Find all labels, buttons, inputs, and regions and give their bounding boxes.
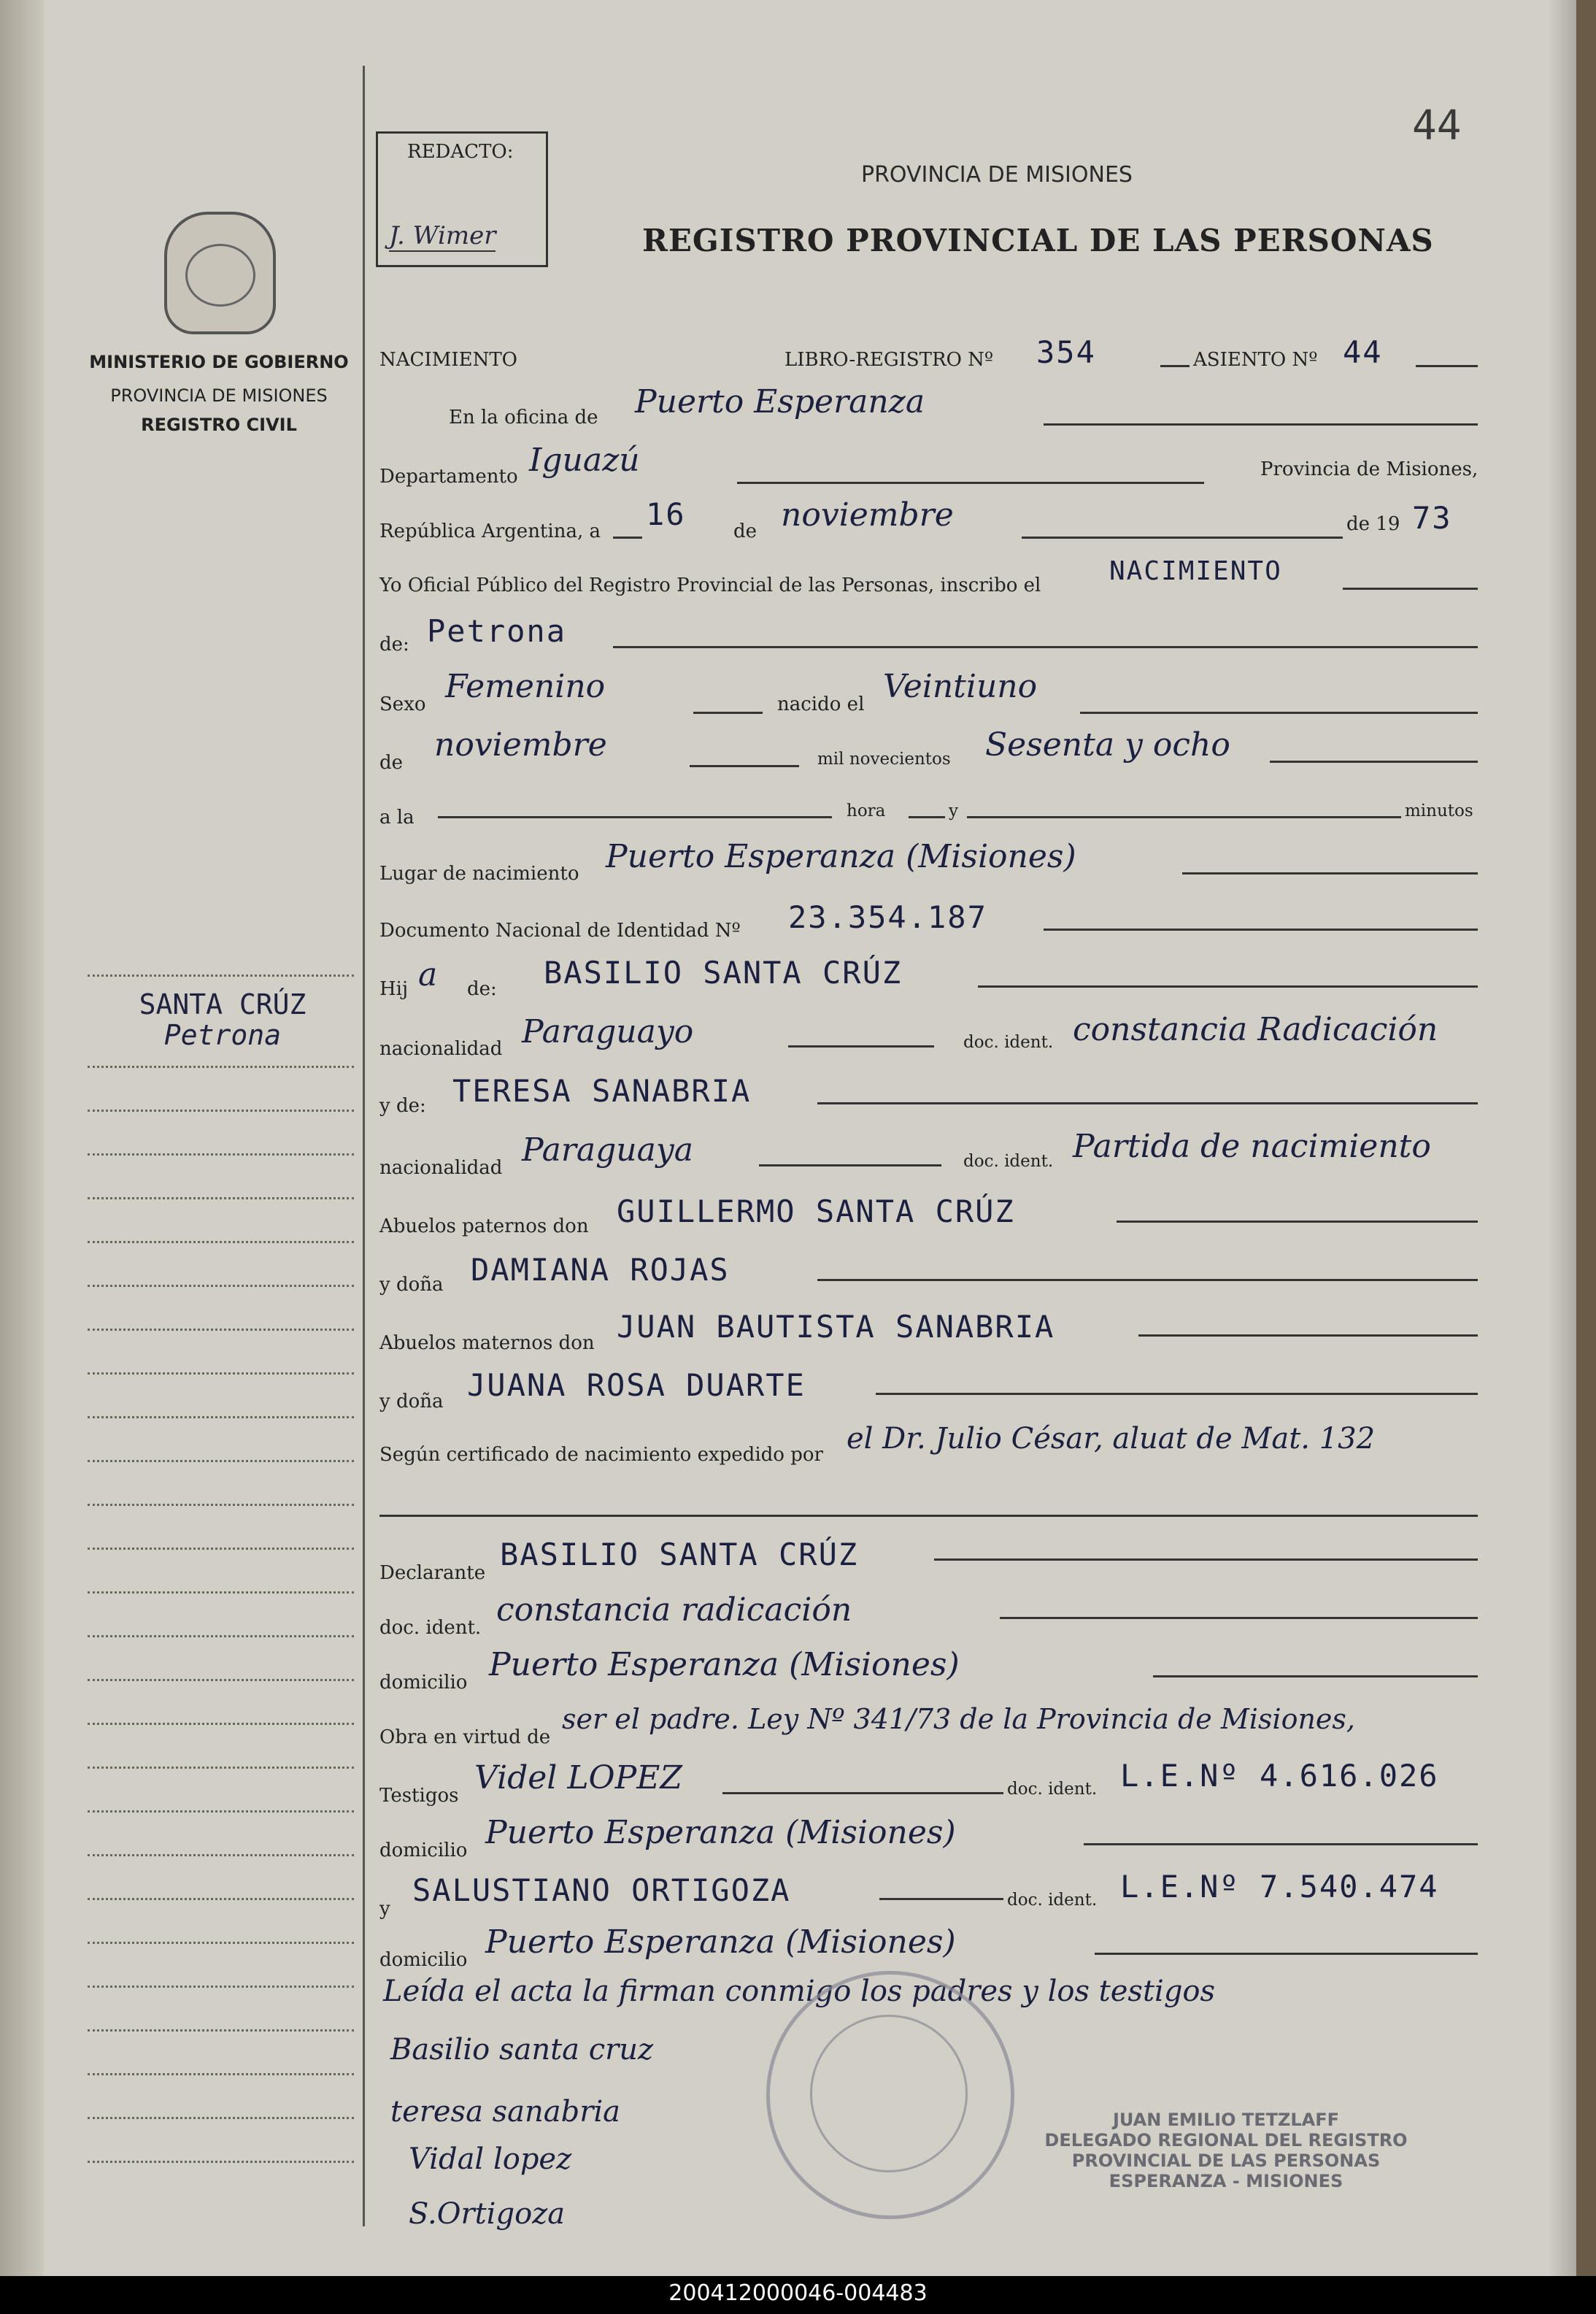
oficina-label: En la oficina de xyxy=(449,407,598,428)
margin-dotted-line xyxy=(88,1372,354,1375)
rule xyxy=(1117,1221,1478,1223)
rule xyxy=(817,1102,1478,1104)
rule xyxy=(1044,423,1478,426)
republica-label: República Argentina, a xyxy=(379,520,601,542)
departamento-value: Iguazú xyxy=(529,442,640,479)
registry-title: REGISTRO PROVINCIAL DE LAS PERSONAS xyxy=(642,223,1434,258)
nac-mes-value: noviembre xyxy=(434,726,607,764)
madre-doc-value: Partida de nacimiento xyxy=(1073,1128,1431,1165)
margin-dotted-line xyxy=(88,2029,354,2032)
rule xyxy=(1095,1953,1478,1955)
y-testigo-label: y xyxy=(379,1898,390,1920)
rule xyxy=(1138,1334,1478,1337)
decl-dom-value: Puerto Esperanza (Misiones) xyxy=(489,1646,960,1683)
margin-dotted-line xyxy=(88,1197,354,1199)
margin-dotted-line xyxy=(88,1635,354,1637)
nacido-label: nacido el xyxy=(777,693,865,715)
rule xyxy=(788,1045,934,1048)
asiento-label: ASIENTO Nº xyxy=(1193,349,1318,371)
ministry-line2: PROVINCIA DE MISIONES xyxy=(110,385,328,406)
abuela-pat-value: DAMIANA ROJAS xyxy=(471,1252,730,1288)
rule xyxy=(1160,365,1190,367)
t1-domicilio-label: domicilio xyxy=(379,1840,468,1861)
rule xyxy=(876,1393,1478,1395)
segun-label: Según certificado de nacimiento expedido por xyxy=(379,1444,823,1466)
rule xyxy=(909,816,945,818)
official-block xyxy=(1036,2110,1416,2191)
margin-dotted-line xyxy=(88,1942,354,1944)
rule xyxy=(438,816,832,818)
margin-dotted-line xyxy=(88,1329,354,1331)
hij-suffix: a xyxy=(418,956,438,993)
rule xyxy=(1000,1617,1478,1619)
padre-nacionalidad-label: nacionalidad xyxy=(379,1038,503,1060)
rule xyxy=(879,1898,1003,1900)
government-seal xyxy=(164,212,276,334)
signature-father: Basilio santa cruz xyxy=(390,2033,654,2067)
official-name: JUAN EMILIO TETZLAFF xyxy=(1112,2110,1340,2130)
ministry-line3: REGISTRO CIVIL xyxy=(141,415,297,435)
rule xyxy=(1416,365,1478,367)
t2-doc-value: L.E.Nº 7.540.474 xyxy=(1120,1869,1439,1904)
lugar-value: Puerto Esperanza (Misiones) xyxy=(606,838,1076,875)
margin-dotted-line xyxy=(88,1548,354,1550)
margin-dotted-line xyxy=(88,1285,354,1287)
signature-witness1: Vidal lopez xyxy=(409,2142,572,2176)
hora-label: hora xyxy=(847,802,886,820)
margin-dotted-line xyxy=(88,1153,354,1156)
margin-dotted-line xyxy=(88,975,354,977)
province-header: PROVINCIA DE MISIONES xyxy=(861,162,1133,188)
y-de-label: y de: xyxy=(379,1095,426,1117)
margin-dotted-line xyxy=(88,1854,354,1856)
margin-dotted-line xyxy=(88,2117,354,2119)
segun-value: el Dr. Julio César, aluat de Mat. 132 xyxy=(847,1422,1376,1456)
margin-dotted-line xyxy=(88,2161,354,2163)
rule xyxy=(1080,712,1478,714)
decl-domicilio-label: domicilio xyxy=(379,1672,468,1694)
margin-dotted-line xyxy=(88,1241,354,1243)
dni-label: Documento Nacional de Identidad Nº xyxy=(379,920,741,942)
rule xyxy=(759,1164,941,1166)
padre-docident-label: doc. ident. xyxy=(963,1033,1054,1052)
rule xyxy=(722,1792,1003,1794)
rule xyxy=(978,985,1478,988)
de-mes-label: de xyxy=(379,752,404,774)
testigo2-value: SALUSTIANO ORTIGOZA xyxy=(412,1872,791,1908)
rule xyxy=(737,482,1204,484)
mes-value: noviembre xyxy=(781,496,954,534)
margin-dotted-line xyxy=(88,1460,354,1462)
yo-oficial-text: Yo Oficial Público del Registro Provincial de las Personas, inscribo el xyxy=(379,574,1041,596)
padre-value: BASILIO SANTA CRÚZ xyxy=(544,955,903,991)
rule xyxy=(967,816,1401,818)
a-la-label: a la xyxy=(379,807,415,829)
rule xyxy=(1084,1843,1478,1845)
hij-de-label: de: xyxy=(467,978,497,1000)
padre-nac-value: Paraguayo xyxy=(522,1013,694,1050)
t2-dom-value: Puerto Esperanza (Misiones) xyxy=(485,1923,956,1961)
t1-doc-value: L.E.Nº 4.616.026 xyxy=(1120,1758,1439,1794)
rule xyxy=(934,1558,1478,1561)
redacto-label: REDACTO: xyxy=(407,141,514,163)
margin-dotted-line xyxy=(88,1723,354,1725)
rule xyxy=(379,1515,1478,1517)
abuelos-maternos-label: Abuelos maternos don xyxy=(379,1332,595,1354)
redacto-value: J. Wimer xyxy=(389,221,496,250)
margin-note xyxy=(88,989,358,1050)
margin-given: Petrona xyxy=(163,1019,282,1051)
y-dona-label: y doña xyxy=(379,1274,444,1296)
minutos-label: minutos xyxy=(1405,802,1473,820)
rule xyxy=(1182,872,1478,875)
margin-dotted-line xyxy=(88,1066,354,1068)
de-label: de xyxy=(733,520,757,542)
madre-nacionalidad-label: nacionalidad xyxy=(379,1157,503,1179)
margin-divider xyxy=(363,66,365,2226)
margin-dotted-line xyxy=(88,2073,354,2075)
rule xyxy=(613,646,1478,648)
abuelo-pat-value: GUILLERMO SANTA CRÚZ xyxy=(617,1193,1015,1229)
signature-mother: teresa sanabria xyxy=(390,2095,620,2129)
page-number: 44 xyxy=(1412,102,1462,150)
libro-label: LIBRO-REGISTRO Nº xyxy=(784,349,994,371)
testigo1-value: Videl LOPEZ xyxy=(474,1759,682,1796)
leida-text: Leída el acta la firman conmigo los padres y los testigos xyxy=(383,1975,1216,2008)
ministry-line1: MINISTERIO DE GOBIERNO xyxy=(89,352,349,372)
anio-value: 73 xyxy=(1412,500,1452,536)
lugar-label: Lugar de nacimiento xyxy=(379,863,579,885)
decl-docident-label: doc. ident. xyxy=(379,1617,482,1639)
margin-dotted-line xyxy=(88,1679,354,1681)
margin-dotted-line xyxy=(88,1986,354,1988)
t1-dom-value: Puerto Esperanza (Misiones) xyxy=(485,1814,956,1851)
de-persona-label: de: xyxy=(379,634,409,656)
abuela-mat-value: JUANA ROSA DUARTE xyxy=(467,1367,806,1403)
y-dona-mat-label: y doña xyxy=(379,1391,444,1412)
margin-dotted-line xyxy=(88,1416,354,1418)
binding-gutter xyxy=(0,0,44,2276)
sexo-label: Sexo xyxy=(379,693,426,715)
y-label: y xyxy=(949,802,958,820)
margin-surname: SANTA CRÚZ xyxy=(139,988,307,1020)
abuelos-paternos-label: Abuelos paternos don xyxy=(379,1215,589,1237)
persona-value: Petrona xyxy=(427,613,567,649)
testigos-label: Testigos xyxy=(379,1785,459,1807)
sexo-value: Femenino xyxy=(445,668,606,705)
dni-value: 23.354.187 xyxy=(788,899,987,935)
official-stamp xyxy=(766,1971,1014,2219)
redacto-box xyxy=(376,131,548,267)
margin-dotted-line xyxy=(88,1810,354,1813)
rule xyxy=(817,1279,1478,1281)
margin-dotted-line xyxy=(88,1110,354,1112)
rule xyxy=(613,537,642,539)
dia-value: 16 xyxy=(646,496,686,532)
padre-doc-value: constancia Radicación xyxy=(1073,1011,1438,1048)
nacido-value: Veintiuno xyxy=(883,668,1038,705)
asiento-value: 44 xyxy=(1343,334,1383,370)
departamento-label: Departamento xyxy=(379,466,518,488)
rule xyxy=(693,712,763,714)
rule xyxy=(1270,761,1478,763)
official-line3: PROVINCIAL DE LAS PERSONAS xyxy=(1071,2150,1381,2171)
t2-domicilio-label: domicilio xyxy=(379,1949,468,1971)
rule xyxy=(1044,929,1478,931)
madre-docident-label: doc. ident. xyxy=(963,1152,1054,1171)
provincia-label: Provincia de Misiones, xyxy=(1260,458,1479,480)
rule xyxy=(1343,588,1478,590)
official-line4: ESPERANZA - MISIONES xyxy=(1109,2171,1344,2191)
declarante-label: Declarante xyxy=(379,1562,486,1584)
libro-value: 354 xyxy=(1036,334,1096,370)
margin-dotted-line xyxy=(88,1591,354,1594)
inscribo-value: NACIMIENTO xyxy=(1109,556,1282,586)
nacimiento-label: NACIMIENTO xyxy=(379,349,517,371)
rule xyxy=(1022,537,1343,539)
declarante-value: BASILIO SANTA CRÚZ xyxy=(500,1537,859,1572)
margin-dotted-line xyxy=(88,1767,354,1769)
de19-label: de 19 xyxy=(1346,513,1400,535)
obra-label: Obra en virtud de xyxy=(379,1726,551,1748)
official-line2: DELEGADO REGIONAL DEL REGISTRO xyxy=(1044,2130,1408,2150)
oficina-value: Puerto Esperanza xyxy=(635,383,925,420)
abuelo-mat-value: JUAN BAUTISTA SANABRIA xyxy=(617,1309,1055,1345)
madre-nac-value: Paraguaya xyxy=(522,1131,693,1169)
mil-value: Sesenta y ocho xyxy=(985,726,1230,764)
madre-value: TERESA SANABRIA xyxy=(452,1073,752,1109)
hij-label: Hij xyxy=(379,978,409,1000)
margin-dotted-line xyxy=(88,1504,354,1506)
rule xyxy=(1153,1675,1478,1677)
footer-id: 200412000046-004483 xyxy=(668,2280,928,2306)
margin-dotted-line xyxy=(88,1898,354,1900)
signature-witness2: S.Ortigoza xyxy=(409,2197,566,2231)
mil-label: mil novecientos xyxy=(817,750,951,769)
t2-docident-label: doc. ident. xyxy=(1007,1891,1098,1910)
decl-doc-value: constancia radicación xyxy=(496,1591,852,1629)
rule xyxy=(690,765,799,767)
t1-docident-label: doc. ident. xyxy=(1007,1780,1098,1799)
obra-value: ser el padre. Ley Nº 341/73 de la Provincia de Misiones, xyxy=(562,1703,1355,1735)
